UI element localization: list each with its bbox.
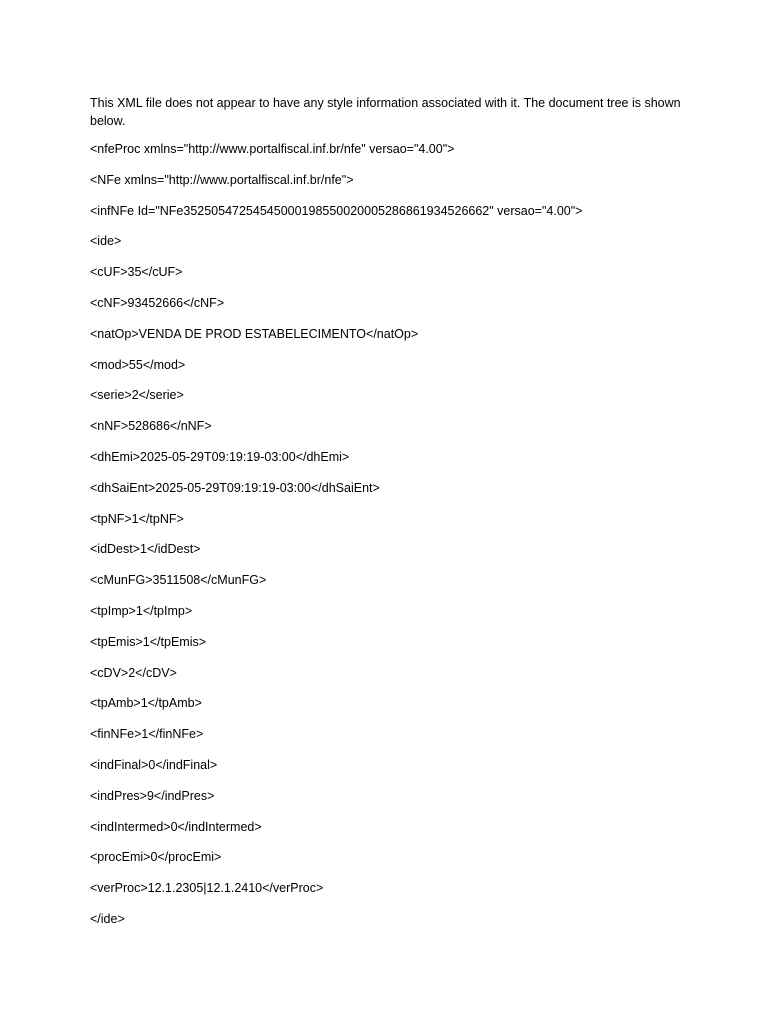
xml-line-serie: <serie>2</serie>	[90, 388, 184, 403]
no-style-notice: This XML file does not appear to have any style information associated with it. The document tree is shown below.	[90, 96, 681, 128]
xml-line-cmunfg: <cMunFG>3511508</cMunFG>	[90, 573, 267, 588]
xml-line-mod: <mod>55</mod>	[90, 357, 186, 372]
xml-line-dhsaient: <dhSaiEnt>2025-05-29T09:19:19-03:00</dhSaiEnt>	[90, 480, 380, 495]
xml-line-verproc: <verProc>12.1.2305|12.1.2410</verProc>	[90, 881, 324, 896]
xml-line-tpnf: <tpNF>1</tpNF>	[90, 511, 184, 526]
xml-line-cdv: <cDV>2</cDV>	[90, 665, 177, 680]
xml-line-iddest: <idDest>1</idDest>	[90, 542, 201, 557]
xml-line-cuf: <cUF>35</cUF>	[90, 265, 183, 280]
xml-line-dhemi: <dhEmi>2025-05-29T09:19:19-03:00</dhEmi>	[90, 449, 350, 464]
xml-line-indfinal: <indFinal>0</indFinal>	[90, 757, 218, 772]
xml-line-cnf: <cNF>93452666</cNF>	[90, 295, 225, 310]
xml-line-nnf: <nNF>528686</nNF>	[90, 419, 212, 434]
xml-line-finnfe: <finNFe>1</finNFe>	[90, 727, 204, 742]
xml-line-nfe: <NFe xmlns="http://www.portalfiscal.inf.br/nfe">	[90, 172, 354, 187]
xml-line-indpres: <indPres>9</indPres>	[90, 788, 215, 803]
xml-line-procemi: <procEmi>0</procEmi>	[90, 850, 222, 865]
xml-line-tpimp: <tpImp>1</tpImp>	[90, 603, 193, 618]
xml-line-nfeproc: <nfeProc xmlns="http://www.portalfiscal.inf.br/nfe" versao="4.00">	[90, 142, 455, 156]
xml-line-infnfe: <infNFe Id="NFe35250547254545000198550020005286861934526662" versao="4.00">	[90, 203, 583, 218]
xml-line-tpamb: <tpAmb>1</tpAmb>	[90, 696, 202, 711]
xml-line-tpemis: <tpEmis>1</tpEmis>	[90, 634, 207, 649]
xml-document	[90, 94, 690, 941]
xml-line-natop: <natOp>VENDA DE PROD ESTABELECIMENTO</natOp>	[90, 326, 419, 341]
xml-line-ide-close: </ide>	[90, 911, 125, 926]
xml-line-indintermed: <indIntermed>0</indIntermed>	[90, 819, 262, 834]
xml-line-ide-open: <ide>	[90, 234, 122, 249]
xml-tree	[90, 140, 690, 928]
